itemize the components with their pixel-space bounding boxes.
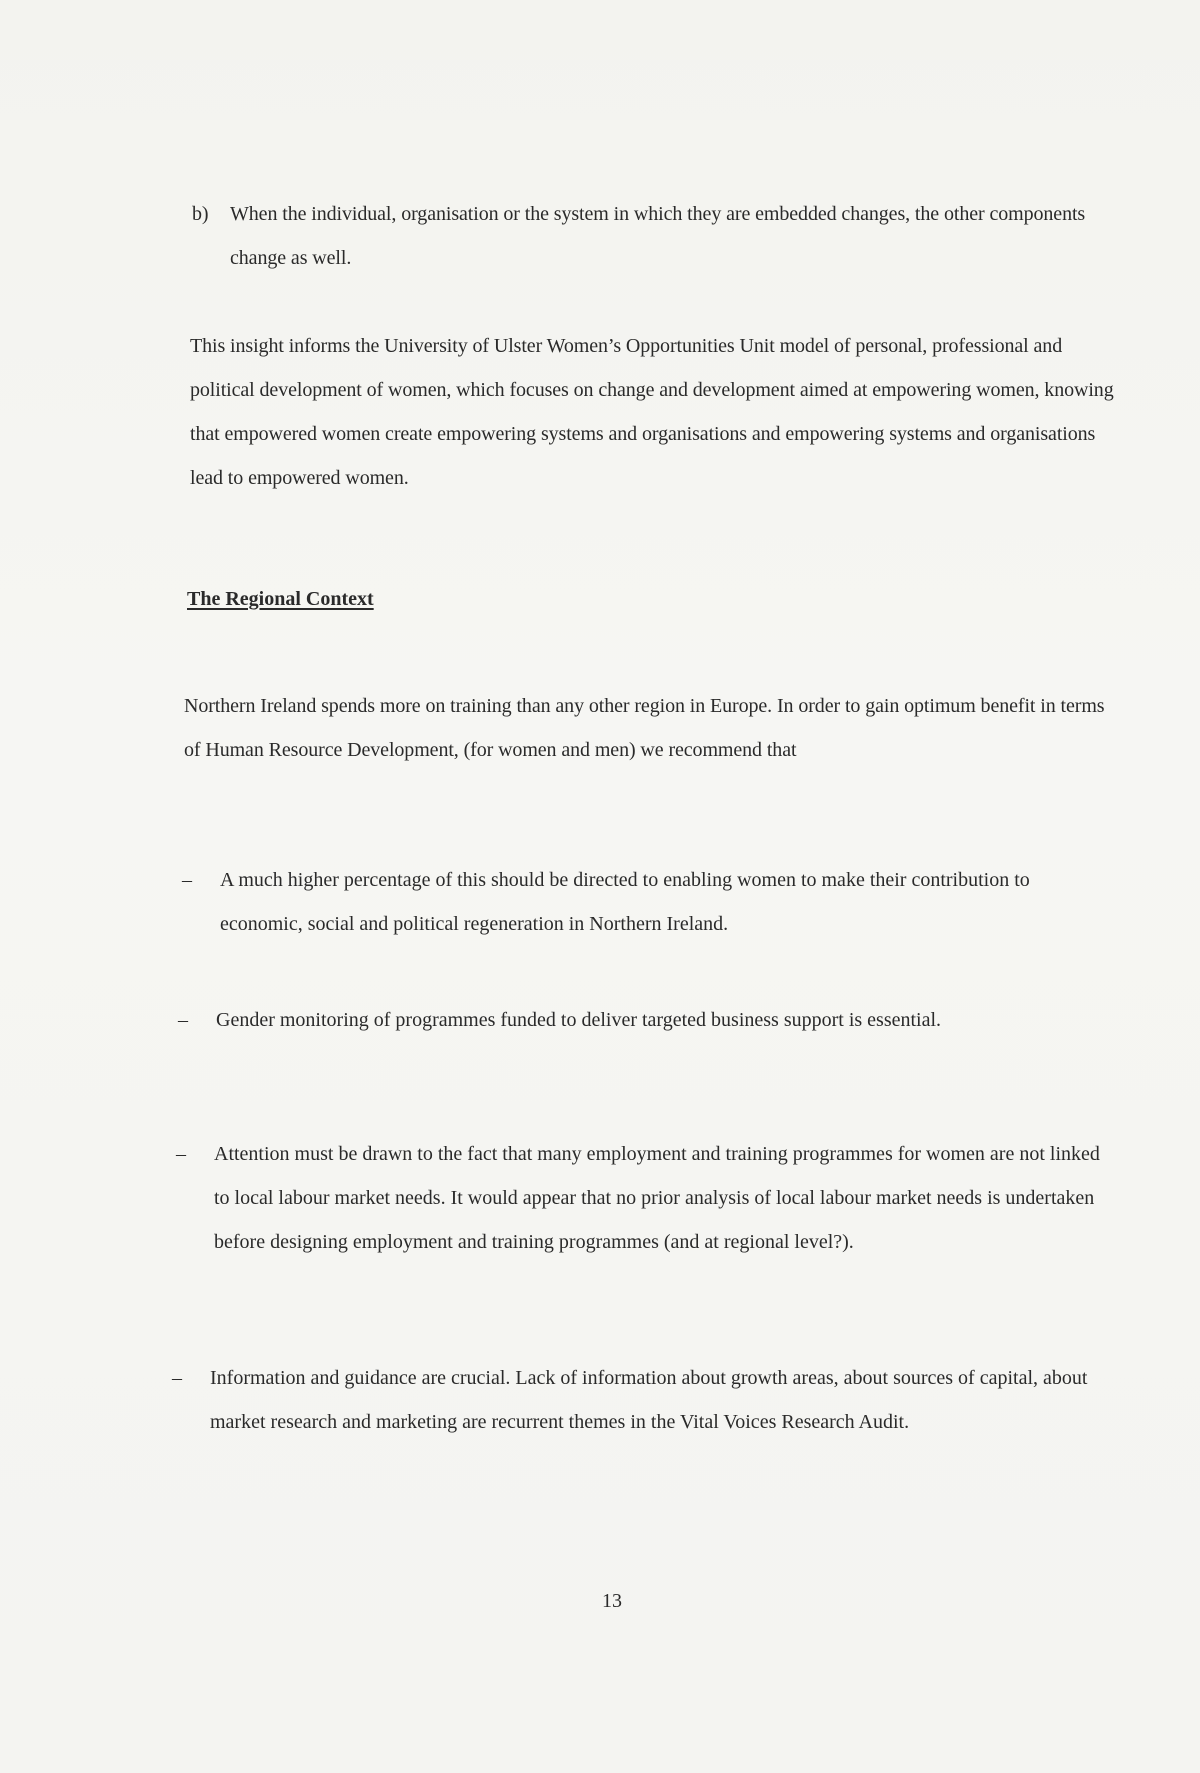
section-heading: The Regional Context xyxy=(187,588,374,610)
bullet-item xyxy=(178,998,1108,1042)
bullet-text: Gender monitoring of programmes funded to deliver targeted business support is essential. xyxy=(216,1009,942,1031)
bullet-dash: – xyxy=(182,869,192,891)
page-number: 13 xyxy=(602,1590,622,1612)
bullet-item xyxy=(176,1132,1116,1264)
bullet-text: A much higher percentage of this should be directed to enabling women to make their contribution to economic, social and political regeneration in Northern Ireland. xyxy=(220,869,1030,935)
list-item-text: When the individual, organisation or the system in which they are embedded changes, the other components change as well. xyxy=(230,203,1086,269)
bullet-dash: – xyxy=(172,1367,182,1389)
paragraph-regional: Northern Ireland spends more on training than any other region in Europe. In order to gain optimum benefit in terms of Human Resource Development, (for women and men) we recommend that xyxy=(184,695,1105,761)
bullet-dash: – xyxy=(178,1009,188,1031)
bullet-dash: – xyxy=(176,1143,186,1165)
bullet-item xyxy=(172,1356,1112,1444)
bullet-item xyxy=(182,858,1112,946)
list-item-b xyxy=(192,192,1122,280)
bullet-text: Attention must be drawn to the fact that many employment and training programmes for women are not linked to local labour market needs. It would appear that no prior analysis of local labour market needs is undertaken before designing employment and training programmes (and at regional level?). xyxy=(214,1143,1100,1253)
list-marker: b) xyxy=(192,203,209,225)
bullet-text: Information and guidance are crucial. Lack of information about growth areas, about sources of capital, about market research and marketing are recurrent themes in the Vital Voices Research Audit. xyxy=(210,1367,1088,1433)
paragraph-insight: This insight informs the University of Ulster Women’s Opportunities Unit model of personal, professional and political development of women, which focuses on change and development aimed at empowering women, knowing that empowered women create empowering systems and organisations and empowering systems and organisations lead to empowered women. xyxy=(190,335,1114,489)
